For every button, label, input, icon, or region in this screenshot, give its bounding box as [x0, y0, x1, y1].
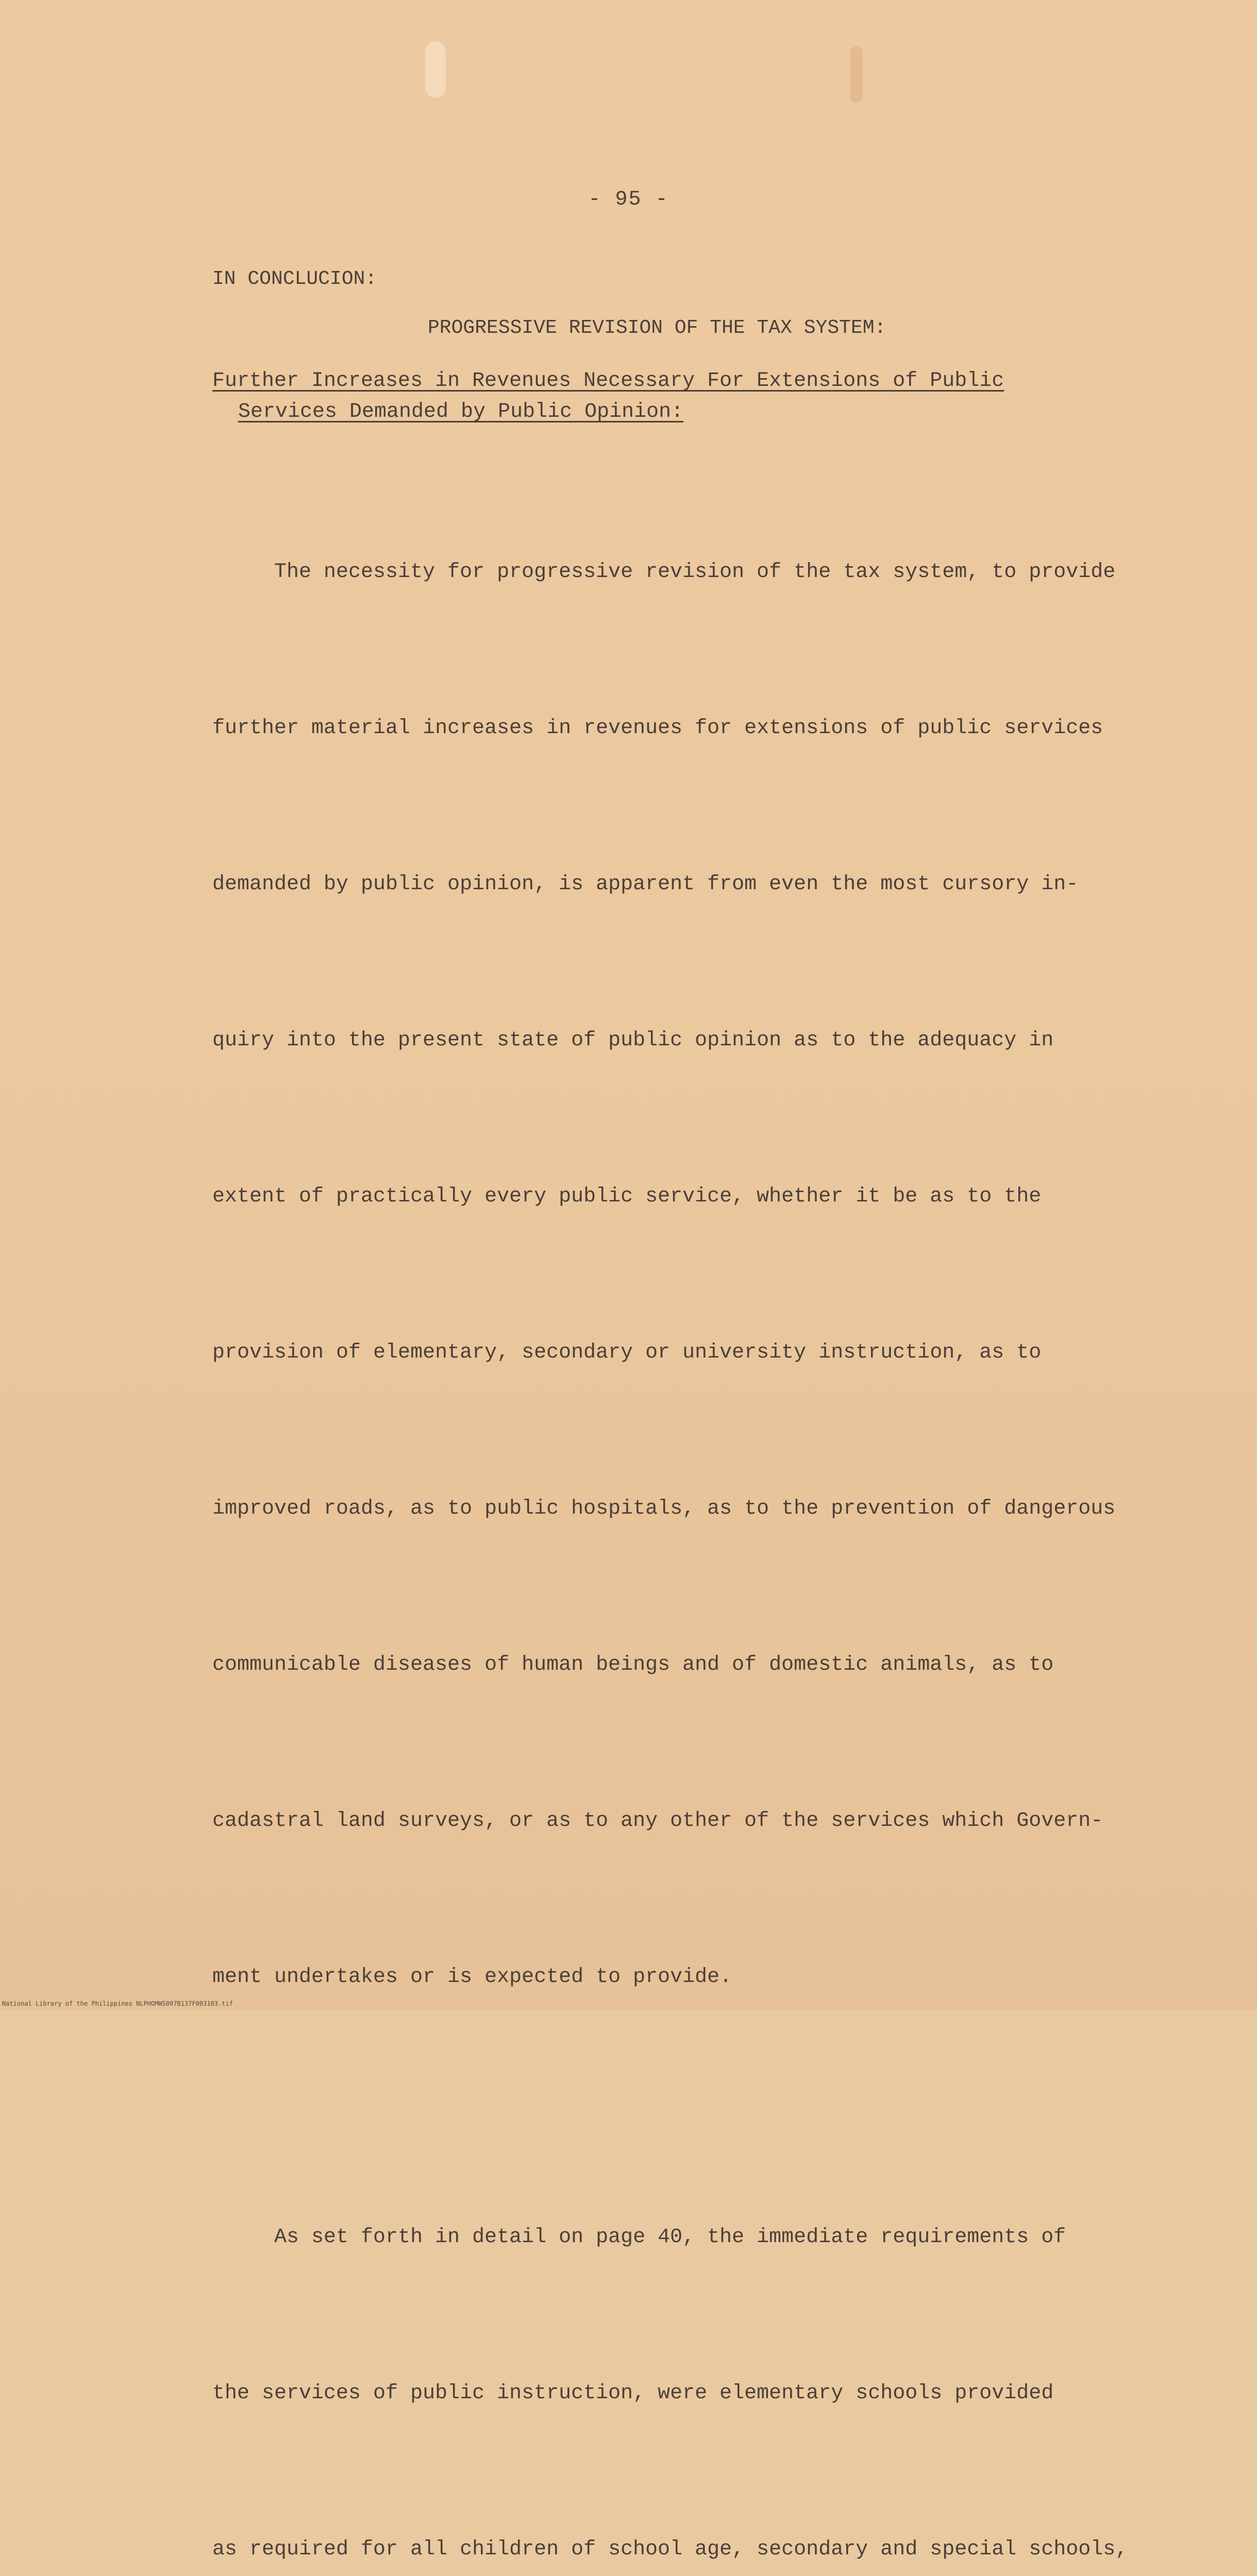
text-line: As set forth in detail on page 40, the immediate requirements of	[212, 2226, 1066, 2249]
body-text	[212, 442, 1181, 2576]
subheading-line-2: Services Demanded by Public Opinion:	[238, 400, 684, 423]
section-title: PROGRESSIVE REVISION OF THE TAX SYSTEM:	[428, 317, 886, 339]
text-line: The necessity for progressive revision of the tax system, to provide	[212, 561, 1116, 584]
archive-footer: National Library of the Philippines NLPHOMWS007B137F003103.tif	[2, 2000, 233, 2007]
text-line: further material increases in revenues for extensions of public services	[212, 717, 1103, 740]
punch-hole-left	[425, 41, 446, 98]
text-line: improved roads, as to public hospitals, as to the prevention of dangerous	[212, 1497, 1116, 1520]
text-line: extent of practically every public service, whether it be as to the	[212, 1185, 1042, 1208]
paragraph-public-instruction	[212, 2107, 1181, 2576]
punch-hole-right	[850, 46, 863, 103]
text-line: demanded by public opinion, is apparent from even the most cursory in-	[212, 873, 1079, 896]
text-line: as required for all children of school age, secondary and special schools,	[212, 2538, 1128, 2561]
text-line: the services of public instruction, were elementary schools provided	[212, 2382, 1054, 2405]
page-number: - 95 -	[588, 188, 669, 211]
text-line: cadastral land surveys, or as to any other of the services which Govern-	[212, 1809, 1103, 1833]
subheading-line-1: Further Increases in Revenues Necessary For Extensions of Public	[212, 369, 1004, 393]
conclusion-heading: IN CONCLUCION:	[212, 268, 377, 290]
text-line: communicable diseases of human beings and of domestic animals, as to	[212, 1653, 1054, 1676]
paragraph-necessity	[212, 442, 1181, 2107]
text-line: provision of elementary, secondary or university instruction, as to	[212, 1341, 1042, 1364]
text-line: quiry into the present state of public opinion as to the adequacy in	[212, 1029, 1054, 1052]
underlined-subheading	[212, 366, 1004, 428]
text-line: ment undertakes or is expected to provide.	[212, 1965, 732, 1989]
